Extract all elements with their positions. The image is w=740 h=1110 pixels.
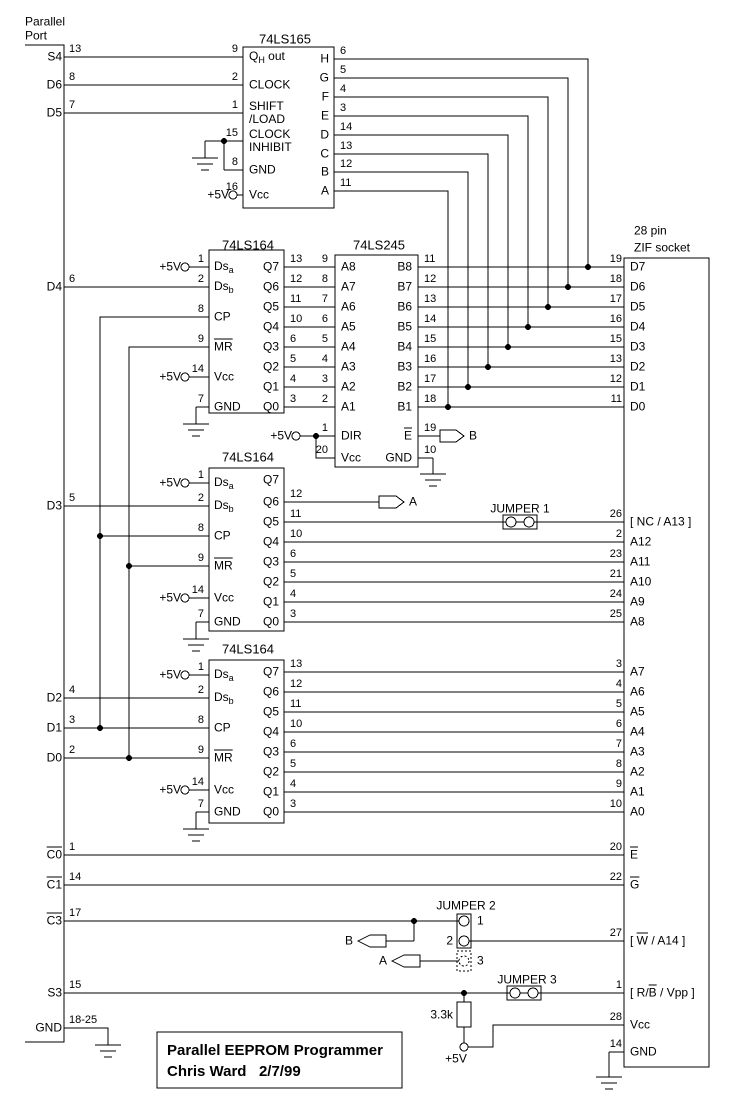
pin-number: 8 [321, 273, 328, 285]
pin-label: G [319, 70, 329, 85]
port-signal-label: D2 [46, 690, 62, 705]
zif-pin-label: D1 [630, 379, 646, 394]
pin-number: 12 [340, 158, 353, 170]
pin-number: 3 [340, 102, 347, 114]
zif-pin-label: D7 [630, 259, 646, 274]
zif-pin-number: 15 [609, 333, 622, 345]
pin-label: GND [214, 804, 241, 819]
pin-label: Q0 [262, 399, 279, 414]
pin-number: 16 [225, 181, 238, 193]
ic-74ls164-b [183, 468, 624, 651]
zif-pin-label: Vcc [630, 1017, 651, 1032]
pin-number: 9 [197, 552, 204, 564]
pin-label: Q1 [262, 379, 279, 394]
zif-pin-number: 20 [609, 841, 622, 853]
title-block-line2: Chris Ward 2/7/99 [167, 1063, 301, 1080]
zif-pin-number: 27 [609, 927, 622, 939]
zif-pin-number: 7 [615, 738, 622, 750]
ground-symbol [183, 812, 209, 841]
port-signal-label: C0 [46, 847, 62, 862]
pin-number: 2 [231, 71, 238, 83]
pin-label: D [320, 127, 329, 142]
port-signal-label: S4 [47, 49, 62, 64]
pin-number: 1 [197, 661, 204, 673]
zif-pin-label: $\overline{E}$ [630, 847, 639, 862]
port-signal-label: C3 [46, 913, 62, 928]
plus5v-label: +5V [159, 259, 181, 274]
pin-number: 14 [191, 584, 204, 596]
qh-to-zif-drops [334, 59, 588, 407]
pin-label: B2 [397, 379, 412, 394]
pin-label: $\overline{MR}$ [214, 750, 233, 765]
mr-bus [129, 347, 209, 758]
pin-label: CLOCK INHIBIT [249, 127, 292, 154]
pin-number: 12 [290, 273, 303, 285]
pin-label: Q7 [262, 259, 279, 274]
jumper3-label: JUMPER 3 [497, 972, 557, 987]
pin-number: 3 [321, 373, 328, 385]
port-signal-label: D1 [46, 720, 62, 735]
pin-label: Q6 [262, 684, 279, 699]
pin-number: 20 [315, 444, 328, 456]
pin-label: DIR [341, 428, 362, 443]
zif-pin-number: 11 [610, 393, 622, 405]
ic-74ls165 [192, 47, 588, 407]
pin-number: 12 [290, 488, 303, 500]
zif-pin-number: 4 [615, 678, 622, 690]
pin-label: $Ds_a$ [214, 259, 234, 275]
pin-label: B6 [397, 299, 412, 314]
pin-label: A4 [341, 339, 356, 354]
jumper2-pin2-label: 2 [446, 933, 453, 948]
q-outputs [284, 522, 624, 622]
pin-number: 12 [290, 678, 303, 690]
jumper2-pin3-label: 3 [477, 953, 484, 968]
zif-pin-label: D4 [630, 319, 646, 334]
pin-number: 4 [290, 373, 297, 385]
connector-a-in-label: A [378, 953, 387, 968]
pin-label: $Q_H$ out [249, 49, 285, 65]
port-signal-label: D0 [46, 750, 62, 765]
pin-number: 2 [197, 492, 204, 504]
pin-number: 1 [197, 253, 204, 265]
pin-number: 13 [424, 293, 437, 305]
zif-pin-number: 12 [609, 373, 622, 385]
pin-number: 3 [290, 393, 297, 405]
zif-pin-label: $\overline{G}$ [630, 877, 640, 892]
zif-pin-label: [ $\overline{W} / A14$ ] [630, 933, 686, 948]
pin-number: 5 [321, 333, 328, 345]
zif-pin-label: A6 [630, 684, 645, 699]
zif-pin-label: D2 [630, 359, 646, 374]
ground-symbol [95, 1045, 121, 1057]
pin-label: B [320, 164, 329, 179]
pin-number: 8 [197, 522, 204, 534]
title-block-line1: Parallel EEPROM Programmer [167, 1042, 383, 1059]
zif-pin-number: 2 [615, 528, 622, 540]
jumper2-label: JUMPER 2 [436, 898, 496, 913]
pin-label: Q7 [262, 472, 279, 487]
pin-label: Q3 [262, 554, 279, 569]
plus5v-label: +5V [159, 667, 181, 682]
plus5v-label: +5V [159, 475, 181, 490]
pin-label: Vcc [214, 369, 235, 384]
zif-pin-label: A10 [630, 574, 652, 589]
ground-symbol [192, 141, 218, 170]
pin-number: 11 [340, 177, 352, 189]
pin-number: 2 [197, 684, 204, 696]
zif-pin-number: 6 [615, 718, 622, 730]
connector-b-out-arrow [440, 430, 464, 442]
pin-number: 14 [424, 313, 437, 325]
pin-number: 9 [321, 253, 328, 265]
pin-label: B7 [397, 279, 412, 294]
pin-label: $\overline{MR}$ [214, 339, 233, 354]
pin-number: 6 [321, 313, 328, 325]
port-signal-label: D4 [46, 279, 62, 294]
port-pin-number: 18-25 [69, 1014, 98, 1026]
zif-pin-number: 10 [609, 798, 622, 810]
pin-number: 3 [290, 798, 297, 810]
pin-number: 6 [290, 548, 297, 560]
pin-label: Vcc [214, 590, 235, 605]
port-pin-number: 7 [69, 99, 76, 111]
pin-number: 13 [290, 658, 303, 670]
connector-a-in-arrow [392, 955, 420, 967]
ground-symbol [420, 458, 446, 486]
pin-number: 17 [424, 373, 437, 385]
pin-number: 4 [290, 588, 297, 600]
pin-number: 4 [340, 83, 347, 95]
pin-label: B3 [397, 359, 412, 374]
jumper2-pin1-label: 1 [477, 913, 484, 928]
pin-number: 4 [321, 353, 328, 365]
ground-symbol [183, 407, 209, 436]
plus5v-label: +5V [270, 428, 292, 443]
zif-pin-label: A8 [630, 614, 645, 629]
pin-label: CP [214, 528, 231, 543]
zif-pin-label: A5 [630, 704, 645, 719]
pin-label: $\overline{MR}$ [214, 558, 233, 573]
pin-number: 1 [231, 99, 238, 111]
resistor-value-label: 3.3k [430, 1007, 453, 1022]
port-pin-number: 14 [69, 871, 82, 883]
pin-number: 10 [290, 528, 303, 540]
port-signal-label: GND [35, 1020, 62, 1035]
zif-pin-number: 28 [609, 1011, 622, 1023]
pin-number: 8 [197, 714, 204, 726]
pin-number: 10 [290, 313, 303, 325]
pin-label: Q4 [262, 534, 279, 549]
q-outputs [284, 267, 335, 407]
zif-pin-number: 21 [609, 568, 622, 580]
zif-pin-label: [ NC / A13 ] [630, 514, 692, 529]
pin-label: Vcc [249, 187, 270, 202]
zif-pin-number: 18 [609, 273, 622, 285]
pin-number: 1 [197, 469, 204, 481]
pin-label: $Ds_b$ [214, 279, 234, 295]
zif-pin-number: 1 [615, 979, 622, 991]
zif-pin-label: A2 [630, 764, 645, 779]
pin-number: 8 [231, 156, 238, 168]
pin-number: 4 [290, 778, 297, 790]
pin-label: B4 [397, 339, 412, 354]
zif-pin-number: 9 [615, 778, 622, 790]
pin-label: E [320, 108, 329, 123]
zif-pin-number: 8 [615, 758, 622, 770]
port-pin-number: 5 [69, 492, 76, 504]
zif-pin-label: A3 [630, 744, 645, 759]
pin-label: B8 [397, 259, 412, 274]
pin-label: Vcc [214, 782, 235, 797]
port-pin-number: 17 [69, 907, 82, 919]
chip-title-74ls164-c: 74LS164 [221, 641, 275, 657]
b-outputs [418, 267, 624, 407]
pin-label: $Ds_a$ [214, 667, 234, 683]
pin-label: Q5 [262, 514, 279, 529]
pin-number: 7 [197, 393, 204, 405]
jumper2[interactable] [358, 914, 624, 971]
pin-number: 12 [424, 273, 437, 285]
pin-label: GND [214, 614, 241, 629]
zif-socket [596, 258, 709, 1089]
pin-number: 5 [290, 353, 297, 365]
pin-label: $Ds_a$ [214, 475, 234, 491]
pin-number: 1 [321, 422, 328, 434]
port-pin-number: 15 [69, 979, 82, 991]
chip-title-74ls164-b: 74LS164 [221, 449, 275, 465]
port-signal-label: C1 [46, 877, 62, 892]
pin-label: Q3 [262, 339, 279, 354]
pin-label: SHIFT /LOAD [249, 99, 286, 126]
pin-label: CP [214, 720, 231, 735]
q-outputs [284, 672, 624, 812]
pin-number: 10 [290, 718, 303, 730]
zif-pin-label: D3 [630, 339, 646, 354]
pin-label: Q5 [262, 704, 279, 719]
port-signal-label: S3 [47, 985, 62, 1000]
pin-label: A8 [341, 259, 356, 274]
zif-pin-number: 24 [609, 588, 622, 600]
pin-label: Q4 [262, 319, 279, 334]
pin-label: Q4 [262, 724, 279, 739]
zif-pin-label: D0 [630, 399, 646, 414]
plus5v-label: +5V [445, 1051, 467, 1066]
zif-pin-number: 13 [609, 353, 622, 365]
pin-number: 5 [340, 64, 347, 76]
pin-label: CP [214, 309, 231, 324]
pin-label: A5 [341, 319, 356, 334]
cp-bus [100, 317, 209, 728]
pin-label: B1 [397, 399, 412, 414]
zif-pin-number: 22 [609, 871, 622, 883]
pin-number: 14 [191, 776, 204, 788]
chip-title-74ls165: 74LS165 [258, 31, 312, 47]
jumper1-label: JUMPER 1 [490, 501, 550, 516]
zif-pin-number: 25 [609, 608, 622, 620]
pin-label: Q6 [262, 279, 279, 294]
zif-pin-label: A0 [630, 804, 645, 819]
port-pin-number: 13 [69, 43, 82, 55]
pin-number: 6 [340, 45, 347, 57]
pin-label: GND [385, 450, 412, 465]
zif-pin-label: [ $R/\overline{B}$ / Vpp ] [630, 985, 695, 1000]
pin-number: 9 [231, 43, 238, 55]
pin-number: 11 [290, 293, 302, 305]
plus5v-label: +5V [159, 369, 181, 384]
zif-pin-number: 17 [609, 293, 622, 305]
pin-label: Q6 [262, 494, 279, 509]
ic-74ls245 [300, 255, 624, 486]
pin-label: F [321, 89, 329, 104]
parallel-port-wires [25, 45, 624, 1057]
plus5v-label: +5V [207, 187, 229, 202]
pin-number: 15 [424, 333, 437, 345]
pin-number: 6 [290, 738, 297, 750]
pin-label: C [320, 146, 329, 161]
zif-pin-number: 16 [609, 313, 622, 325]
title-box [157, 1032, 402, 1088]
port-pin-number: 4 [69, 684, 76, 696]
connector-b-out-label: B [469, 428, 478, 443]
pin-number: 13 [290, 253, 303, 265]
zif-pin-label: D6 [630, 279, 646, 294]
pin-number: 14 [340, 121, 353, 133]
zif-pin-label: GND [630, 1044, 657, 1059]
chip-title-74ls245: 74LS245 [352, 237, 406, 253]
pin-label: Vcc [341, 450, 362, 465]
pin-label: H [320, 51, 329, 66]
pin-label: Q2 [262, 359, 279, 374]
ground-symbol [183, 622, 209, 651]
pin-number: 19 [424, 422, 437, 434]
ic-74ls164-c [183, 660, 624, 841]
pin-label: $Ds_b$ [214, 690, 234, 706]
chip-title-74ls164-a: 74LS164 [221, 237, 275, 253]
pin-number: 8 [197, 303, 204, 315]
pin-number: 16 [424, 353, 437, 365]
port-pin-number: 6 [69, 273, 76, 285]
zif-pin-number: 14 [609, 1038, 622, 1050]
zif-pin-label: A9 [630, 594, 645, 609]
pin-number: 3 [290, 608, 297, 620]
pin-label: Q0 [262, 804, 279, 819]
pin-label: Q2 [262, 574, 279, 589]
pin-label: Q0 [262, 614, 279, 629]
pin-label: $Ds_b$ [214, 498, 234, 514]
pin-label: A2 [341, 379, 356, 394]
zif-pin-label: A11 [630, 554, 651, 569]
ground-symbol [596, 1052, 622, 1089]
plus5v-label: +5V [159, 782, 181, 797]
pin-label: CLOCK [249, 77, 291, 92]
pin-number: 14 [191, 363, 204, 375]
pin-number: 7 [197, 608, 204, 620]
port-pin-number: 3 [69, 714, 76, 726]
connector-a-out-label: A [409, 494, 418, 509]
port-pin-number: 2 [69, 744, 76, 756]
port-pin-number: 1 [69, 841, 76, 853]
pin-label: A1 [341, 399, 356, 414]
pin-number: 15 [225, 127, 238, 139]
port-signal-label: D3 [46, 498, 62, 513]
pin-label: B5 [397, 319, 412, 334]
port-header-line1: Parallel [25, 14, 66, 29]
zif-pin-label: D5 [630, 299, 646, 314]
pin-number: 13 [340, 140, 353, 152]
pin-label: Q1 [262, 784, 279, 799]
pin-label: GND [214, 399, 241, 414]
pin-number: 2 [321, 393, 328, 405]
pin-number: 6 [290, 333, 297, 345]
pin-label: A [320, 183, 329, 198]
zif-pin-number: 19 [609, 253, 622, 265]
zif-pin-label: A7 [630, 664, 645, 679]
resistor-3k3 [457, 993, 624, 1047]
port-signal-label: D5 [46, 105, 62, 120]
port-signal-label: D6 [46, 77, 62, 92]
zif-title-line2: ZIF socket [634, 240, 691, 255]
pin-number: 5 [290, 758, 297, 770]
zif-pin-label: A1 [630, 784, 645, 799]
zif-pin-label: A12 [630, 534, 652, 549]
pin-number: 11 [290, 508, 302, 520]
connector-b-in-label: B [344, 933, 353, 948]
pin-label: Q5 [262, 299, 279, 314]
pin-number: 9 [197, 333, 204, 345]
pin-number: 5 [290, 568, 297, 580]
pin-label: $\overline{E}$ [403, 428, 412, 443]
pin-label: Q3 [262, 744, 279, 759]
pin-number: 2 [197, 273, 204, 285]
zif-pin-number: 23 [609, 548, 622, 560]
connector-b-in-arrow [358, 935, 386, 947]
zif-pin-number: 5 [615, 698, 622, 710]
pin-label: Q2 [262, 764, 279, 779]
pin-label: A7 [341, 279, 356, 294]
pin-number: 10 [424, 444, 437, 456]
pin-label: GND [249, 162, 276, 177]
zif-title-line1: 28 pin [634, 223, 667, 238]
pin-label: Q1 [262, 594, 279, 609]
pin-number: 7 [197, 798, 204, 810]
pin-number: 11 [290, 698, 302, 710]
pin-number: 7 [321, 293, 328, 305]
plus5v-label: +5V [159, 590, 181, 605]
connector-a-out-arrow [379, 496, 404, 508]
pin-label: A6 [341, 299, 356, 314]
pin-label: A3 [341, 359, 356, 374]
port-header-line2: Port [25, 28, 48, 43]
pin-number: 11 [424, 253, 436, 265]
pin-number: 18 [424, 393, 437, 405]
pin-label: Q7 [262, 664, 279, 679]
zif-pin-number: 3 [615, 658, 622, 670]
port-pin-number: 8 [69, 71, 76, 83]
zif-pin-number: 26 [609, 508, 622, 520]
ic-74ls164-a [100, 250, 335, 758]
pin-number: 9 [197, 744, 204, 756]
zif-pin-label: A4 [630, 724, 645, 739]
